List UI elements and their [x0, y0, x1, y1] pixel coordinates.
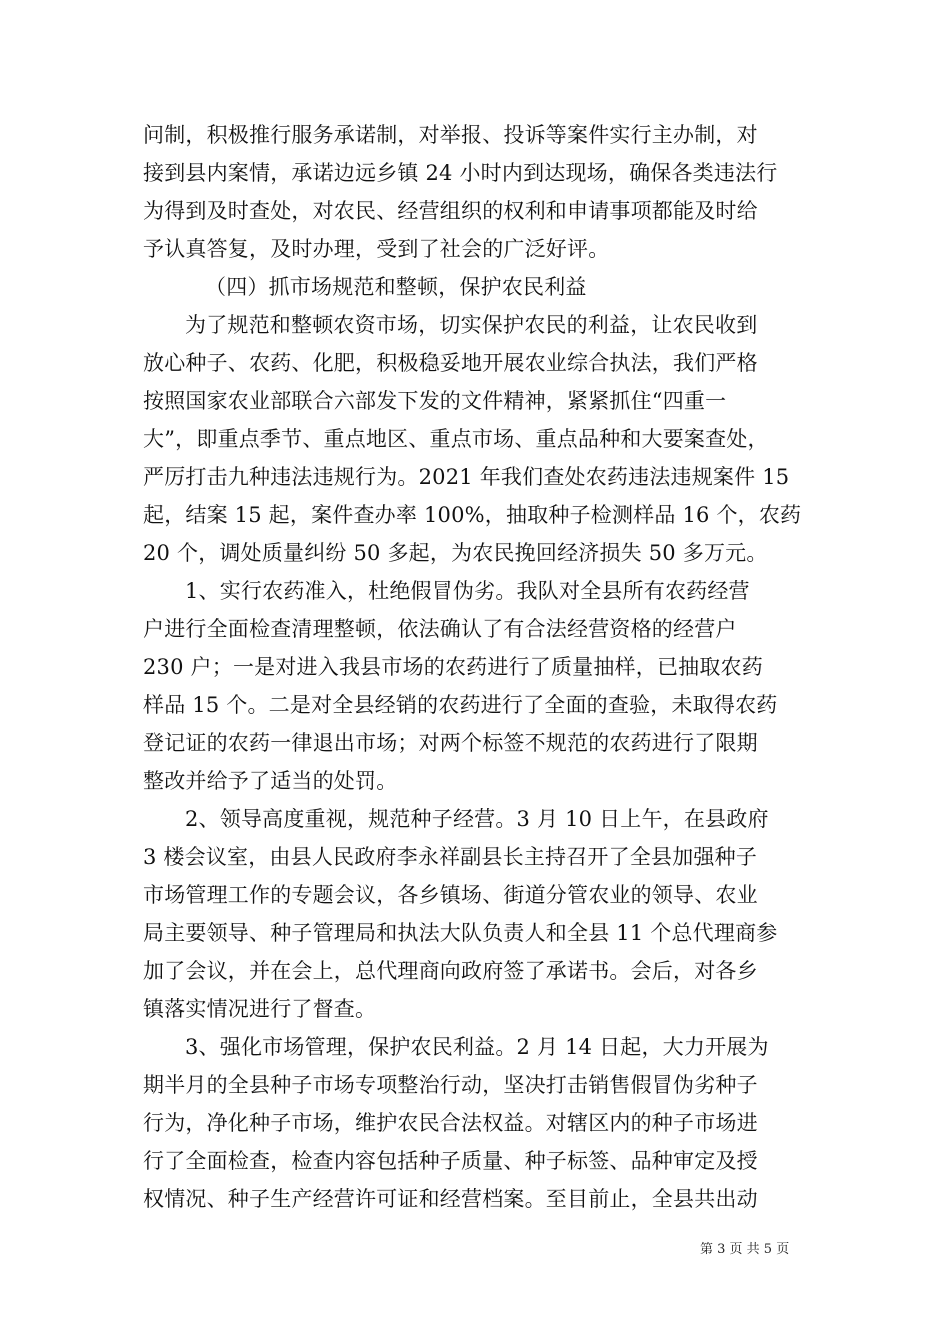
body-text-line: 问制，积极推行服务承诺制，对举报、投诉等案件实行主办制，对: [143, 123, 758, 147]
body-text-line: 整改并给予了适当的处罚。: [143, 769, 398, 793]
paragraph-first-line: 为了规范和整顿农资市场，切实保护农民的利益，让农民收到: [185, 313, 758, 337]
body-text-line: 加了会议，并在会上，总代理商向政府签了承诺书。会后，对各乡: [143, 959, 758, 983]
body-text-line: 权情况、种子生产经营许可证和经营档案。至目前止，全县共出动: [143, 1187, 758, 1211]
body-text-line: 行为，净化种子市场，维护农民合法权益。对辖区内的种子市场进: [143, 1111, 758, 1135]
body-text-line: 3 楼会议室，由县人民政府李永祥副县长主持召开了全县加强种子: [143, 845, 758, 869]
body-text-line: 行了全面检查，检查内容包括种子质量、种子标签、品种审定及授: [143, 1149, 758, 1173]
body-text-line: 镇落实情况进行了督查。: [143, 997, 377, 1021]
paragraph-first-line: 3、强化市场管理，保护农民利益。2 月 14 日起，大力开展为: [185, 1035, 769, 1059]
body-text-line: 户进行全面检查清理整顿，依法确认了有合法经营资格的经营户: [143, 617, 737, 641]
body-text-line: 起，结案 15 起，案件查办率 100%，抽取种子检测样品 16 个，农药: [143, 503, 802, 527]
body-text-line: 局主要领导、种子管理局和执法大队负责人和全县 11 个总代理商参: [143, 921, 778, 945]
section-heading: （四）抓市场规范和整顿，保护农民利益: [205, 275, 587, 299]
paragraph-first-line: 2、领导高度重视，规范种子经营。3 月 10 日上午，在县政府: [185, 807, 769, 831]
body-text-line: 登记证的农药一律退出市场；对两个标签不规范的农药进行了限期: [143, 731, 758, 755]
body-text-line: 市场管理工作的专题会议，各乡镇场、街道分管农业的领导、农业: [143, 883, 758, 907]
body-text-line: 230 户；一是对进入我县市场的农药进行了质量抽样，已抽取农药: [143, 655, 763, 679]
body-text-line: 按照国家农业部联合六部发下发的文件精神，紧紧抓住“四重一: [143, 389, 727, 413]
body-text-line: 期半月的全县种子市场专项整治行动，坚决打击销售假冒伪劣种子: [143, 1073, 758, 1097]
body-text-line: 为得到及时查处，对农民、经营组织的权利和申请事项都能及时给: [143, 199, 758, 223]
body-text-line: 放心种子、农药、化肥，积极稳妥地开展农业综合执法，我们严格: [143, 351, 758, 375]
body-text-line: 样品 15 个。二是对全县经销的农药进行了全面的查验，未取得农药: [143, 693, 778, 717]
paragraph-first-line: 1、实行农药准入，杜绝假冒伪劣。我队对全县所有农药经营: [185, 579, 750, 603]
body-text-line: 接到县内案情，承诺边远乡镇 24 小时内到达现场，确保各类违法行: [143, 161, 778, 185]
page-number-footer: 第 3 页 共 5 页: [700, 1242, 790, 1257]
body-text-line: 大”，即重点季节、重点地区、重点市场、重点品种和大要案查处，: [143, 427, 769, 451]
body-text-line: 予认真答复，及时办理，受到了社会的广泛好评。: [143, 237, 610, 261]
body-text-line: 20 个，调处质量纠纷 50 多起，为农民挽回经济损失 50 多万元。: [143, 541, 768, 565]
body-text-line: 严厉打击九种违法违规行为。2021 年我们查处农药违法违规案件 15: [143, 465, 790, 489]
